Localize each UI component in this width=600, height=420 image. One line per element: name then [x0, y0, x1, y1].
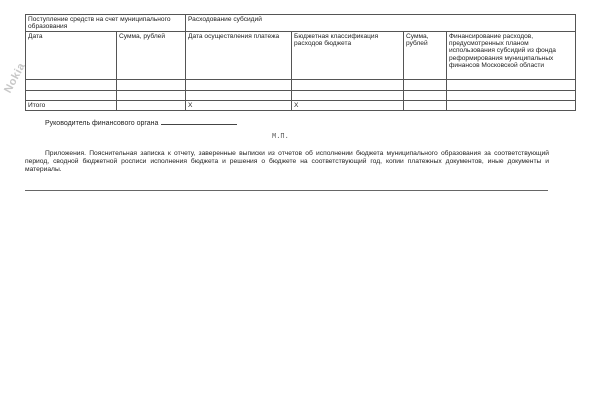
table-cell — [117, 80, 186, 91]
signature-line — [161, 118, 237, 125]
table-cell — [26, 80, 117, 91]
table-cell — [447, 80, 576, 91]
table-cell — [292, 80, 404, 91]
table-cell — [117, 90, 186, 101]
table-total-row — [26, 101, 576, 111]
signature-label: Руководитель финансового органа — [45, 120, 159, 127]
watermark-logo: Nokia — [2, 60, 28, 96]
table-cell — [447, 90, 576, 101]
header-sum-receipt: Сумма, рублей — [117, 32, 186, 80]
table-cell — [404, 90, 447, 101]
total-sum-spend — [404, 101, 447, 111]
divider-line — [25, 190, 548, 191]
header-date: Дата — [26, 32, 117, 80]
header-payment-date: Дата осуществления платежа — [186, 32, 292, 80]
appendix-paragraph: Приложения. Пояснительная записка к отчету, заверенные выписки из отчетов об исполнении бюджета муниципального образования за соответствующий период, сводной бюджетной росписи исполнения бюджета и решения о бюджете на соответствующий год, копии платежных документов, иные документы и материалы. — [25, 150, 549, 174]
stamp-placeholder: М.П. — [272, 133, 289, 141]
total-sum-receipt — [117, 101, 186, 111]
header-sum-spend: Сумма, рублей — [404, 32, 447, 80]
report-table — [25, 14, 576, 111]
table-cell — [292, 90, 404, 101]
header-receipt-group: Поступление средств на счет муниципального образования — [26, 15, 186, 32]
header-financing: Финансирование расходов, предусмотренных планом использования субсидий из фонда реформирования муниципальных финансов Московской области — [447, 32, 576, 80]
table-cell — [186, 80, 292, 91]
table-header-group-row — [26, 15, 576, 32]
table-header-row — [26, 32, 576, 80]
total-financing — [447, 101, 576, 111]
table-cell — [186, 90, 292, 101]
header-budget-classification: Бюджетная классификация расходов бюджета — [292, 32, 404, 80]
signature-block — [45, 118, 237, 127]
table-row — [26, 80, 576, 91]
table-cell — [404, 80, 447, 91]
table-row — [26, 90, 576, 101]
total-budget-classification: X — [292, 101, 404, 111]
header-spending-group: Расходование субсидий — [186, 15, 576, 32]
total-payment-date: X — [186, 101, 292, 111]
total-label: Итого — [26, 101, 117, 111]
table-cell — [26, 90, 117, 101]
